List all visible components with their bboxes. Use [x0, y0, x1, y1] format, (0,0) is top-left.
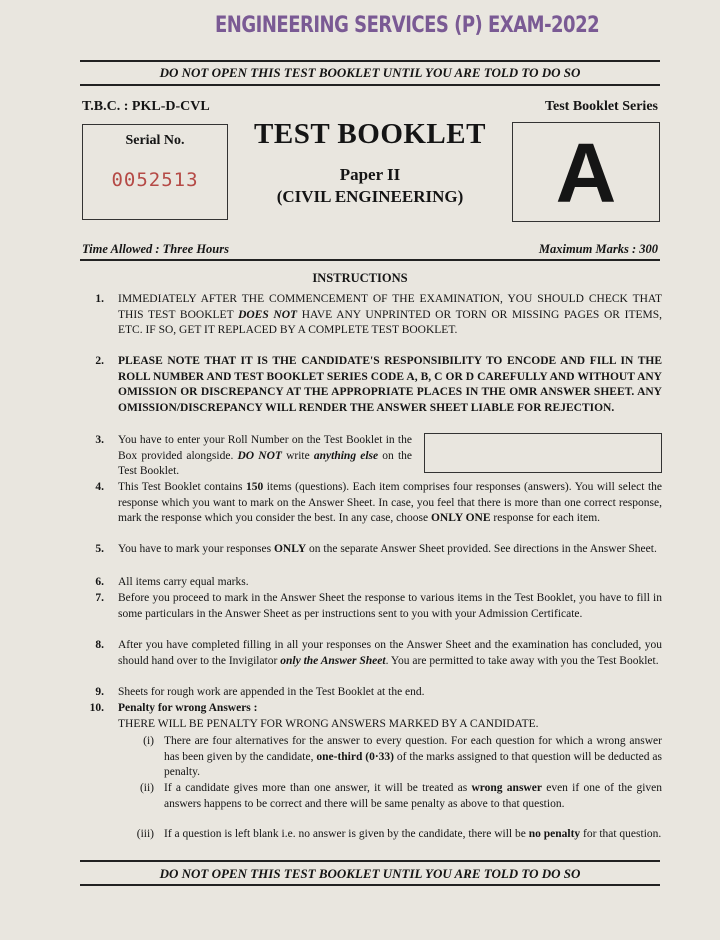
item-number: 6. [95, 576, 104, 588]
warning-bottom: DO NOT OPEN THIS TEST BOOKLET UNTIL YOU ARE TOLD TO DO SO [159, 866, 581, 881]
penalty-item-text: There are four alternatives for the answer to every question. For each question for which a wrong answer has been given by the candidate, one-third (0·33) of the marks assigned to that question will be deducted as penalty. [164, 735, 662, 778]
penalty-item-number: (i) [143, 735, 154, 747]
bottom-rule-lower [80, 884, 660, 886]
item-text: You have to mark your responses ONLY on the separate Answer Sheet provided. See directions in the Answer Sheet. [118, 543, 657, 555]
item-text: IMMEDIATELY AFTER THE COMMENCEMENT OF THE EXAMINATION, YOU SHOULD CHECK THAT THIS TEST BOOKLET DOES NOT HAVE ANY UNPRINTED OR TORN OR MISSING PAGES OR ITEMS, ETC. IF SO, GET IT REPLACED BY A COMPLETE TEST BOOKLET. [118, 293, 663, 336]
item-number: 5. [95, 543, 104, 555]
item-number: 4. [95, 481, 104, 493]
exam-stamp: ENGINEERING SERVICES (P) EXAM-2022 [215, 12, 600, 39]
page-title: TEST BOOKLET [254, 118, 486, 150]
serial-box [82, 124, 228, 220]
item-number: 2. [95, 355, 104, 367]
penalty-item-number: (ii) [139, 782, 154, 794]
penalty-item-text: If a question is left blank i.e. no answer is given by the candidate, there will be no penalty for that question. [164, 828, 662, 840]
series-label: Test Booklet Series [544, 99, 658, 114]
item-text [118, 701, 662, 732]
item-number: 9. [95, 686, 104, 698]
header-rule [80, 259, 660, 261]
item-text: Before you proceed to mark in the Answer Sheet the response to various items in the Test Booklet, you have to fill in some particulars in the Answer Sheet as per instructions sent to you with your Admission Certificate. [118, 592, 662, 620]
penalty-statement: THERE WILL BE PENALTY FOR WRONG ANSWERS MARKED BY A CANDIDATE. [118, 717, 539, 730]
instructions-heading: INSTRUCTIONS [312, 271, 408, 285]
item-text: Sheets for rough work are appended in the Test Booklet at the end. [118, 686, 425, 698]
series-letter: A [555, 126, 617, 220]
item-number: 7. [95, 592, 104, 604]
paper-label: Paper II [339, 165, 401, 184]
serial-number: 0052513 [111, 169, 199, 191]
item-number: 8. [95, 639, 104, 651]
roll-number-box[interactable] [424, 433, 662, 473]
item-number: 1. [95, 293, 104, 305]
item-number: 10. [89, 702, 104, 714]
penalty-title: Penalty for wrong Answers : [118, 702, 258, 714]
item-text: PLEASE NOTE THAT IT IS THE CANDIDATE'S RESPONSIBILITY TO ENCODE AND FILL IN THE ROLL NUMBER AND TEST BOOKLET SERIES CODE A, B, C OR D CAREFULLY AND WITHOUT ANY OMISSION OR DISCREPANCY AT THE APPROPRIATE PLACES IN THE OMR ANSWER SHEET. ANY OMISSION/DISCREPANCY WILL RENDER THE ANSWER SHEET LIABLE FOR REJECTION. [118, 355, 662, 414]
item-text: After you have completed filling in all your responses on the Answer Sheet and the examination has concluded, you should hand over to the Invigilator only the Answer Sheet. You are permitted to take away with you the Test Booklet. [118, 639, 662, 667]
item-number: 3. [95, 434, 104, 446]
subject-label: (CIVIL ENGINEERING) [276, 187, 464, 206]
bottom-rule [80, 860, 660, 862]
warning-top: DO NOT OPEN THIS TEST BOOKLET UNTIL YOU ARE TOLD TO DO SO [159, 65, 581, 80]
item-text: You have to enter your Roll Number on the Test Booklet in the Box provided alongside. DO NOT write anything else on the Test Booklet. [118, 434, 413, 477]
penalty-item-number: (iii) [136, 828, 154, 840]
series-box [512, 122, 660, 222]
title-block [240, 118, 500, 207]
time-allowed: Time Allowed : Three Hours [82, 242, 229, 256]
item-text: All items carry equal marks. [118, 576, 249, 588]
top-rule-lower [80, 84, 660, 86]
top-rule [80, 60, 660, 62]
penalty-item-text: If a candidate gives more than one answer, it will be treated as wrong answer even if one of the given answers happens to be correct and there will be same penalty as above to that question. [164, 782, 663, 810]
item-text: This Test Booklet contains 150 items (questions). Each item comprises four responses (answers). You will select the response which you want to mark on the Answer Sheet. In case, you feel that there is more than one correct response, mark the response which you consider the best. In any case, choose ONLY ONE response for each item. [118, 481, 662, 524]
max-marks: Maximum Marks : 300 [538, 242, 658, 256]
tbc-code: T.B.C. : PKL-D-CVL [82, 99, 210, 114]
serial-label: Serial No. [125, 133, 185, 148]
